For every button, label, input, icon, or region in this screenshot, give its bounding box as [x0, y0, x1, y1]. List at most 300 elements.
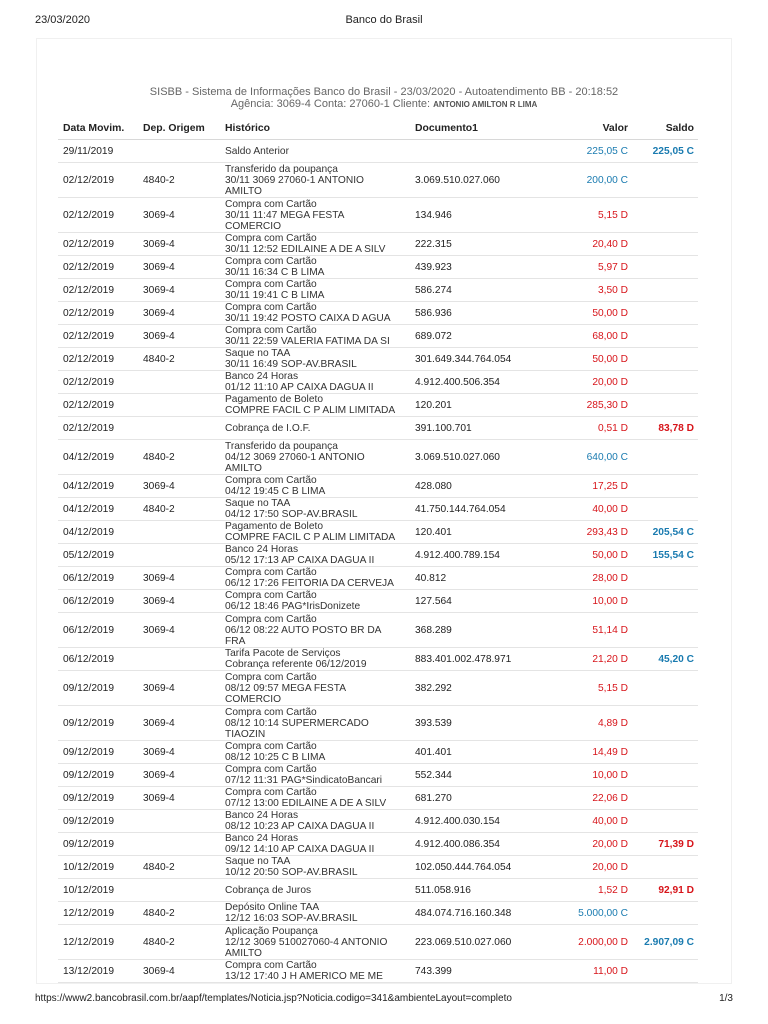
- table-row: [58, 671, 698, 706]
- history-line: 08/12 10:25 C B LIMA: [225, 752, 326, 763]
- cell-date: 02/12/2019: [58, 279, 138, 302]
- cell-balance: [632, 567, 698, 590]
- cell-history: [220, 764, 410, 787]
- account-info: Agência: 3069-4 Conta: 27060-1 Cliente:: [230, 98, 431, 110]
- history-line: Compra com Cartão: [225, 590, 317, 601]
- cell-document: 743.399: [410, 960, 560, 983]
- cell-date: 02/12/2019: [58, 325, 138, 348]
- history-line: Saque no TAA: [225, 856, 291, 867]
- cell-document: 4.912.400.086.354: [410, 833, 560, 856]
- cell-history: [220, 648, 410, 671]
- history-line: 10/12 20:50 SOP-AV.BRASIL: [225, 867, 358, 878]
- cell-balance: [632, 902, 698, 925]
- table-row: [58, 279, 698, 302]
- cell-value: 5,15 D: [560, 671, 632, 706]
- cell-history: [220, 960, 410, 983]
- history-line: AMILTO: [225, 462, 262, 474]
- table-row: [58, 544, 698, 567]
- cell-value: 225,05 C: [560, 140, 632, 163]
- cell-value: 10,00 D: [560, 764, 632, 787]
- cell-balance: [632, 394, 698, 417]
- table-row: [58, 925, 698, 960]
- cell-origin: 3069-4: [138, 613, 220, 648]
- history-line: COMERCIO: [225, 220, 282, 232]
- table-row: [58, 567, 698, 590]
- cell-document: 883.401.002.478.971: [410, 648, 560, 671]
- history-line: Compra com Cartão: [225, 613, 317, 625]
- cell-balance: [632, 810, 698, 833]
- history-line: 30/11 19:42 POSTO CAIXA D AGUA: [225, 313, 391, 324]
- history-line: Aplicação Poupança: [225, 925, 318, 937]
- history-line: 04/12 3069 27060-1 ANTONIO: [225, 451, 365, 463]
- cell-balance: [632, 440, 698, 475]
- cell-document: 428.080: [410, 475, 560, 498]
- cell-document: 127.564: [410, 590, 560, 613]
- history-line: 06/12 18:46 PAG*IrisDonizete: [225, 601, 361, 612]
- cell-history: [220, 787, 410, 810]
- cell-origin: [138, 417, 220, 440]
- cell-origin: [138, 810, 220, 833]
- history-line: FRA: [225, 635, 246, 647]
- cell-date: 13/12/2019: [58, 960, 138, 983]
- table-row: [58, 371, 698, 394]
- cell-document: 681.270: [410, 787, 560, 810]
- table-row: [58, 325, 698, 348]
- history-line: 13/12 17:40 J H AMERICO ME ME: [225, 971, 383, 982]
- cell-document: 4.912.400.789.154: [410, 544, 560, 567]
- cell-history: [220, 613, 410, 648]
- history-line: Cobrança de I.O.F.: [225, 422, 311, 434]
- cell-value: 640,00 C: [560, 440, 632, 475]
- history-line: 30/11 19:41 C B LIMA: [225, 290, 325, 301]
- cell-date: 09/12/2019: [58, 833, 138, 856]
- cell-history: [220, 440, 410, 475]
- cell-document: 301.649.344.764.054: [410, 348, 560, 371]
- cell-origin: 3069-4: [138, 671, 220, 706]
- cell-origin: 3069-4: [138, 233, 220, 256]
- cell-balance: 45,20 C: [632, 648, 698, 671]
- history-line: Banco 24 Horas: [225, 833, 299, 844]
- cell-value: 22,06 D: [560, 787, 632, 810]
- history-line: Saque no TAA: [225, 498, 291, 509]
- cell-document: 401.401: [410, 741, 560, 764]
- cell-balance: [632, 671, 698, 706]
- cell-document: 382.292: [410, 671, 560, 706]
- cell-date: 10/12/2019: [58, 856, 138, 879]
- cell-value: 50,00 D: [560, 302, 632, 325]
- cell-origin: 3069-4: [138, 787, 220, 810]
- cell-document: 391.100.701: [410, 417, 560, 440]
- history-line: Compra com Cartão: [225, 233, 317, 244]
- cell-date: 04/12/2019: [58, 498, 138, 521]
- cell-value: 11,00 D: [560, 960, 632, 983]
- history-line: Compra com Cartão: [225, 671, 317, 683]
- history-line: 30/11 16:49 SOP-AV.BRASIL: [225, 359, 357, 370]
- history-line: Compra com Cartão: [225, 567, 317, 578]
- cell-history: [220, 567, 410, 590]
- cell-origin: 3069-4: [138, 567, 220, 590]
- history-line: 12/12 3069 510027060-4 ANTONIO: [225, 936, 388, 948]
- history-line: Transferido da poupança: [225, 163, 338, 175]
- cell-history: [220, 706, 410, 741]
- cell-document: 120.201: [410, 394, 560, 417]
- cell-balance: [632, 764, 698, 787]
- system-header: [0, 86, 768, 111]
- col-header-value: Valor: [560, 117, 632, 140]
- cell-value: 0,51 D: [560, 417, 632, 440]
- cell-date: 29/11/2019: [58, 140, 138, 163]
- cell-document: 40.812: [410, 567, 560, 590]
- cell-origin: 4840-2: [138, 440, 220, 475]
- cell-balance: [632, 302, 698, 325]
- cell-date: 10/12/2019: [58, 879, 138, 902]
- table-row: [58, 648, 698, 671]
- cell-date: 02/12/2019: [58, 256, 138, 279]
- cell-document: 439.923: [410, 256, 560, 279]
- cell-value: 285,30 D: [560, 394, 632, 417]
- statement-table: [58, 117, 698, 983]
- cell-value: 28,00 D: [560, 567, 632, 590]
- history-line: 30/11 22:59 VALERIA FATIMA DA SI: [225, 336, 390, 347]
- cell-origin: 4840-2: [138, 163, 220, 198]
- cell-date: 09/12/2019: [58, 764, 138, 787]
- cell-history: [220, 198, 410, 233]
- history-line: 06/12 17:26 FEITORIA DA CERVEJA: [225, 578, 394, 589]
- history-line: Banco 24 Horas: [225, 810, 299, 821]
- cell-date: 02/12/2019: [58, 394, 138, 417]
- table-row: [58, 833, 698, 856]
- cell-history: [220, 741, 410, 764]
- table-row: [58, 394, 698, 417]
- history-line: Compra com Cartão: [225, 787, 317, 798]
- cell-value: 20,40 D: [560, 233, 632, 256]
- cell-history: [220, 902, 410, 925]
- cell-origin: [138, 833, 220, 856]
- cell-document: 368.289: [410, 613, 560, 648]
- cell-history: [220, 233, 410, 256]
- history-line: Pagamento de Boleto: [225, 521, 323, 532]
- cell-date: 02/12/2019: [58, 163, 138, 198]
- table-row: [58, 233, 698, 256]
- table-row: [58, 741, 698, 764]
- table-row: [58, 348, 698, 371]
- cell-balance: 205,54 C: [632, 521, 698, 544]
- print-date: 23/03/2020: [35, 14, 91, 26]
- cell-value: 20,00 D: [560, 371, 632, 394]
- cell-history: [220, 348, 410, 371]
- history-line: 04/12 19:45 C B LIMA: [225, 486, 326, 497]
- print-url: https://www2.bancobrasil.com.br/aapf/templates/Noticia.jsp?Noticia.codigo=341&ambienteLayout=completo: [35, 993, 512, 1004]
- cell-document: 586.936: [410, 302, 560, 325]
- history-line: 30/11 16:34 C B LIMA: [225, 267, 325, 278]
- cell-origin: 3069-4: [138, 590, 220, 613]
- history-line: Compra com Cartão: [225, 198, 317, 210]
- cell-value: 5.000,00 C: [560, 902, 632, 925]
- cell-date: 12/12/2019: [58, 902, 138, 925]
- history-line: Depósito Online TAA: [225, 902, 320, 913]
- history-line: Compra com Cartão: [225, 279, 317, 290]
- cell-balance: [632, 613, 698, 648]
- cell-balance: 71,39 D: [632, 833, 698, 856]
- cell-history: [220, 325, 410, 348]
- cell-value: 50,00 D: [560, 544, 632, 567]
- cell-date: 02/12/2019: [58, 302, 138, 325]
- cell-history: [220, 671, 410, 706]
- table-row: [58, 521, 698, 544]
- history-line: Pagamento de Boleto: [225, 394, 323, 405]
- col-header-document: Documento1: [410, 117, 560, 140]
- cell-balance: [632, 706, 698, 741]
- history-line: 07/12 11:31 PAG*SindicatoBancari: [225, 775, 383, 786]
- cell-history: [220, 925, 410, 960]
- cell-history: [220, 590, 410, 613]
- history-line: 07/12 13:00 EDILAINE A DE A SILV: [225, 798, 387, 809]
- history-line: Compra com Cartão: [225, 764, 317, 775]
- cell-document: 4.912.400.030.154: [410, 810, 560, 833]
- cell-history: [220, 879, 410, 902]
- cell-history: [220, 256, 410, 279]
- cell-history: [220, 302, 410, 325]
- cell-history: [220, 371, 410, 394]
- cell-history: [220, 394, 410, 417]
- cell-document: 222.315: [410, 233, 560, 256]
- cell-balance: [632, 325, 698, 348]
- cell-origin: [138, 394, 220, 417]
- cell-balance: [632, 371, 698, 394]
- cell-balance: [632, 198, 698, 233]
- cell-origin: 3069-4: [138, 302, 220, 325]
- cell-history: [220, 417, 410, 440]
- cell-balance: 83,78 D: [632, 417, 698, 440]
- table-row: [58, 590, 698, 613]
- cell-history: [220, 521, 410, 544]
- cell-balance: [632, 279, 698, 302]
- history-line: Banco 24 Horas: [225, 544, 299, 555]
- cell-origin: 3069-4: [138, 475, 220, 498]
- cell-history: [220, 163, 410, 198]
- cell-document: 134.946: [410, 198, 560, 233]
- table-row: [58, 613, 698, 648]
- history-line: Compra com Cartão: [225, 741, 317, 752]
- cell-date: 02/12/2019: [58, 348, 138, 371]
- cell-balance: 92,91 D: [632, 879, 698, 902]
- history-line: 09/12 14:10 AP CAIXA DAGUA II: [225, 844, 375, 855]
- col-header-origin: Dep. Origem: [138, 117, 220, 140]
- cell-date: 04/12/2019: [58, 475, 138, 498]
- cell-balance: 155,54 C: [632, 544, 698, 567]
- cell-date: 09/12/2019: [58, 671, 138, 706]
- cell-document: 511.058.916: [410, 879, 560, 902]
- cell-balance: [632, 475, 698, 498]
- col-header-balance: Saldo: [632, 117, 698, 140]
- cell-value: 10,00 D: [560, 590, 632, 613]
- cell-origin: [138, 879, 220, 902]
- cell-value: 14,49 D: [560, 741, 632, 764]
- cell-document: 393.539: [410, 706, 560, 741]
- system-header-line2: [0, 98, 768, 111]
- table-row: [58, 764, 698, 787]
- table-row: [58, 902, 698, 925]
- table-row: [58, 879, 698, 902]
- cell-document: 120.401: [410, 521, 560, 544]
- cell-origin: [138, 648, 220, 671]
- cell-history: [220, 833, 410, 856]
- history-line: Tarifa Pacote de Serviços: [225, 648, 341, 659]
- cell-date: 09/12/2019: [58, 741, 138, 764]
- cell-document: 102.050.444.764.054: [410, 856, 560, 879]
- cell-origin: 3069-4: [138, 198, 220, 233]
- table-row: [58, 706, 698, 741]
- cell-value: 21,20 D: [560, 648, 632, 671]
- cell-origin: 3069-4: [138, 279, 220, 302]
- history-line: AMILTO: [225, 947, 262, 959]
- history-line: 30/11 3069 27060-1 ANTONIO: [225, 174, 364, 186]
- cell-date: 02/12/2019: [58, 198, 138, 233]
- cell-date: 06/12/2019: [58, 590, 138, 613]
- cell-document: 4.912.400.506.354: [410, 371, 560, 394]
- history-line: 12/12 16:03 SOP-AV.BRASIL: [225, 913, 358, 924]
- table-row: [58, 140, 698, 163]
- table-row: [58, 810, 698, 833]
- table-row: [58, 256, 698, 279]
- table-row: [58, 417, 698, 440]
- cell-date: 05/12/2019: [58, 544, 138, 567]
- history-line: Saque no TAA: [225, 348, 291, 359]
- history-line: Cobrança de Juros: [225, 884, 312, 896]
- cell-origin: 3069-4: [138, 706, 220, 741]
- cell-document: 3.069.510.027.060: [410, 163, 560, 198]
- cell-date: 06/12/2019: [58, 648, 138, 671]
- cell-document: 552.344: [410, 764, 560, 787]
- cell-date: 09/12/2019: [58, 706, 138, 741]
- cell-value: 51,14 D: [560, 613, 632, 648]
- cell-balance: [632, 348, 698, 371]
- cell-balance: [632, 960, 698, 983]
- history-line: 30/11 11:47 MEGA FESTA: [225, 209, 345, 221]
- cell-balance: [632, 741, 698, 764]
- cell-value: 17,25 D: [560, 475, 632, 498]
- client-name: ANTONIO AMILTON R LIMA: [433, 100, 538, 109]
- cell-balance: [632, 498, 698, 521]
- cell-value: 3,50 D: [560, 279, 632, 302]
- cell-date: 06/12/2019: [58, 567, 138, 590]
- history-line: 05/12 17:13 AP CAIXA DAGUA II: [225, 555, 375, 566]
- table-row: [58, 163, 698, 198]
- cell-origin: 4840-2: [138, 925, 220, 960]
- table-row: [58, 498, 698, 521]
- cell-origin: 3069-4: [138, 741, 220, 764]
- cell-balance: [632, 256, 698, 279]
- history-line: Compra com Cartão: [225, 960, 317, 971]
- history-line: Banco 24 Horas: [225, 371, 299, 382]
- cell-history: [220, 544, 410, 567]
- history-line: COMPRE FACIL C P ALIM LIMITADA: [225, 405, 396, 416]
- cell-document: 689.072: [410, 325, 560, 348]
- cell-history: [220, 498, 410, 521]
- history-line: Compra com Cartão: [225, 302, 317, 313]
- history-line: AMILTO: [225, 185, 262, 197]
- page-number: 1/3: [719, 993, 733, 1004]
- print-header: [0, 14, 768, 30]
- history-line: Saldo Anterior: [225, 145, 289, 157]
- cell-origin: [138, 521, 220, 544]
- cell-balance: [632, 233, 698, 256]
- history-line: TIAOZIN: [225, 728, 266, 740]
- cell-history: [220, 856, 410, 879]
- cell-balance: [632, 787, 698, 810]
- history-line: 08/12 09:57 MEGA FESTA: [225, 682, 346, 694]
- cell-value: 200,00 C: [560, 163, 632, 198]
- cell-origin: 4840-2: [138, 348, 220, 371]
- cell-value: 40,00 D: [560, 810, 632, 833]
- cell-history: [220, 140, 410, 163]
- history-line: Compra com Cartão: [225, 706, 317, 718]
- cell-document: 41.750.144.764.054: [410, 498, 560, 521]
- history-line: COMPRE FACIL C P ALIM LIMITADA: [225, 532, 396, 543]
- cell-value: 20,00 D: [560, 856, 632, 879]
- history-line: 08/12 10:23 AP CAIXA DAGUA II: [225, 821, 375, 832]
- cell-date: 06/12/2019: [58, 613, 138, 648]
- cell-origin: 3069-4: [138, 256, 220, 279]
- cell-origin: 4840-2: [138, 902, 220, 925]
- statement-rows: [58, 140, 698, 983]
- cell-value: 293,43 D: [560, 521, 632, 544]
- cell-value: 68,00 D: [560, 325, 632, 348]
- cell-value: 50,00 D: [560, 348, 632, 371]
- cell-origin: 3069-4: [138, 960, 220, 983]
- history-line: Cobrança referente 06/12/2019: [225, 659, 367, 670]
- cell-history: [220, 279, 410, 302]
- table-header-row: [58, 117, 698, 140]
- cell-balance: 2.907,09 C: [632, 925, 698, 960]
- cell-date: 02/12/2019: [58, 417, 138, 440]
- history-line: 01/12 11:10 AP CAIXA DAGUA II: [225, 382, 374, 393]
- history-line: 30/11 12:52 EDILAINE A DE A SILV: [225, 244, 386, 255]
- cell-origin: [138, 140, 220, 163]
- cell-document: 586.274: [410, 279, 560, 302]
- cell-value: 1,52 D: [560, 879, 632, 902]
- cell-document: 484.074.716.160.348: [410, 902, 560, 925]
- cell-date: 02/12/2019: [58, 233, 138, 256]
- cell-balance: 225,05 C: [632, 140, 698, 163]
- history-line: Compra com Cartão: [225, 325, 317, 336]
- history-line: Compra com Cartão: [225, 256, 317, 267]
- history-line: 06/12 08:22 AUTO POSTO BR DA: [225, 624, 382, 636]
- cell-date: 04/12/2019: [58, 521, 138, 544]
- cell-value: 5,15 D: [560, 198, 632, 233]
- cell-document: [410, 140, 560, 163]
- cell-origin: 4840-2: [138, 856, 220, 879]
- history-line: Compra com Cartão: [225, 475, 317, 486]
- table-row: [58, 198, 698, 233]
- cell-value: 2.000,00 D: [560, 925, 632, 960]
- cell-balance: [632, 590, 698, 613]
- cell-document: 3.069.510.027.060: [410, 440, 560, 475]
- cell-balance: [632, 856, 698, 879]
- cell-date: 02/12/2019: [58, 371, 138, 394]
- table-row: [58, 475, 698, 498]
- system-header-line1: SISBB - Sistema de Informações Banco do Brasil - 23/03/2020 - Autoatendimento BB - 20:18:52: [149, 86, 619, 98]
- cell-value: 4,89 D: [560, 706, 632, 741]
- cell-balance: [632, 163, 698, 198]
- cell-date: 09/12/2019: [58, 810, 138, 833]
- col-header-date: Data Movim.: [58, 117, 138, 140]
- table-row: [58, 440, 698, 475]
- history-line: 08/12 10:14 SUPERMERCADO: [225, 717, 369, 729]
- cell-date: 09/12/2019: [58, 787, 138, 810]
- cell-origin: [138, 544, 220, 567]
- cell-value: 5,97 D: [560, 256, 632, 279]
